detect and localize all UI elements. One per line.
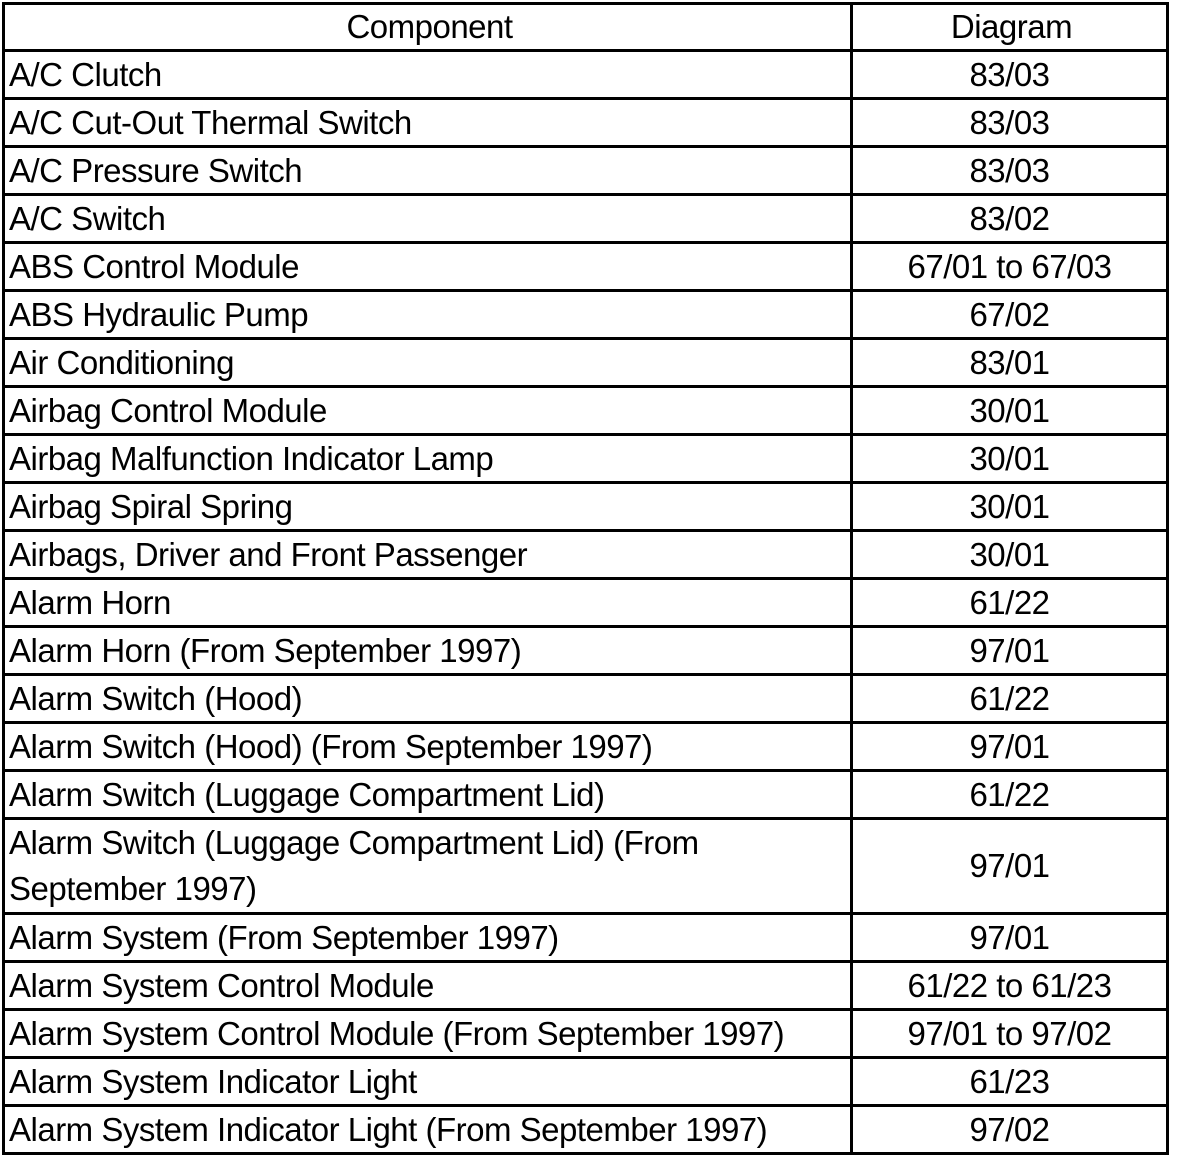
component-cell: A/C Clutch	[4, 51, 852, 99]
diagram-cell: 61/22	[852, 675, 1168, 723]
table-row	[4, 675, 1168, 723]
component-cell: ABS Hydraulic Pump	[4, 291, 852, 339]
table-row	[4, 339, 1168, 387]
table-row	[4, 962, 1168, 1010]
table-row	[4, 243, 1168, 291]
diagram-cell: 97/01	[852, 914, 1168, 962]
component-cell: Alarm Switch (Luggage Compartment Lid) (From September 1997)	[4, 819, 852, 914]
diagram-cell: 97/01 to 97/02	[852, 1010, 1168, 1058]
component-cell: Alarm System Control Module	[4, 962, 852, 1010]
column-header-component: Component	[4, 4, 852, 51]
component-cell: Air Conditioning	[4, 339, 852, 387]
table-row	[4, 531, 1168, 579]
diagram-cell: 97/02	[852, 1106, 1168, 1154]
diagram-cell: 97/01	[852, 819, 1168, 914]
diagram-cell: 83/01	[852, 339, 1168, 387]
component-cell: A/C Switch	[4, 195, 852, 243]
diagram-cell: 61/22 to 61/23	[852, 962, 1168, 1010]
component-cell: ABS Control Module	[4, 243, 852, 291]
table-row	[4, 387, 1168, 435]
diagram-cell: 30/01	[852, 483, 1168, 531]
table-row	[4, 1058, 1168, 1106]
diagram-cell: 67/01 to 67/03	[852, 243, 1168, 291]
table-body	[4, 51, 1168, 1154]
diagram-cell: 61/22	[852, 579, 1168, 627]
table-row	[4, 819, 1168, 914]
diagram-cell: 61/23	[852, 1058, 1168, 1106]
component-diagram-table	[2, 2, 1169, 1155]
diagram-cell: 30/01	[852, 387, 1168, 435]
diagram-cell: 83/03	[852, 99, 1168, 147]
diagram-cell: 97/01	[852, 723, 1168, 771]
table-row	[4, 771, 1168, 819]
component-cell: Alarm Switch (Hood) (From September 1997)	[4, 723, 852, 771]
table-row	[4, 579, 1168, 627]
diagram-cell: 30/01	[852, 531, 1168, 579]
table-row	[4, 1106, 1168, 1154]
table-row	[4, 51, 1168, 99]
component-cell: Alarm System Control Module (From September 1997)	[4, 1010, 852, 1058]
component-cell: Alarm System Indicator Light (From September 1997)	[4, 1106, 852, 1154]
header-row	[4, 4, 1168, 51]
diagram-cell: 83/02	[852, 195, 1168, 243]
table-row	[4, 291, 1168, 339]
table-row	[4, 914, 1168, 962]
diagram-cell: 83/03	[852, 147, 1168, 195]
table-row	[4, 627, 1168, 675]
component-cell: Alarm Switch (Luggage Compartment Lid)	[4, 771, 852, 819]
component-cell: A/C Pressure Switch	[4, 147, 852, 195]
table-row	[4, 483, 1168, 531]
component-cell: Airbag Spiral Spring	[4, 483, 852, 531]
table-row	[4, 147, 1168, 195]
component-cell: Airbags, Driver and Front Passenger	[4, 531, 852, 579]
component-cell: Alarm System (From September 1997)	[4, 914, 852, 962]
column-header-diagram: Diagram	[852, 4, 1168, 51]
component-cell: Alarm Switch (Hood)	[4, 675, 852, 723]
table-row	[4, 195, 1168, 243]
table-row	[4, 99, 1168, 147]
diagram-cell: 97/01	[852, 627, 1168, 675]
diagram-cell: 30/01	[852, 435, 1168, 483]
component-cell: Airbag Malfunction Indicator Lamp	[4, 435, 852, 483]
component-cell: Airbag Control Module	[4, 387, 852, 435]
component-cell: Alarm System Indicator Light	[4, 1058, 852, 1106]
diagram-cell: 67/02	[852, 291, 1168, 339]
component-cell: Alarm Horn	[4, 579, 852, 627]
table-row	[4, 723, 1168, 771]
diagram-cell: 61/22	[852, 771, 1168, 819]
component-cell: A/C Cut-Out Thermal Switch	[4, 99, 852, 147]
diagram-cell: 83/03	[852, 51, 1168, 99]
table-row	[4, 435, 1168, 483]
table-row	[4, 1010, 1168, 1058]
component-cell: Alarm Horn (From September 1997)	[4, 627, 852, 675]
